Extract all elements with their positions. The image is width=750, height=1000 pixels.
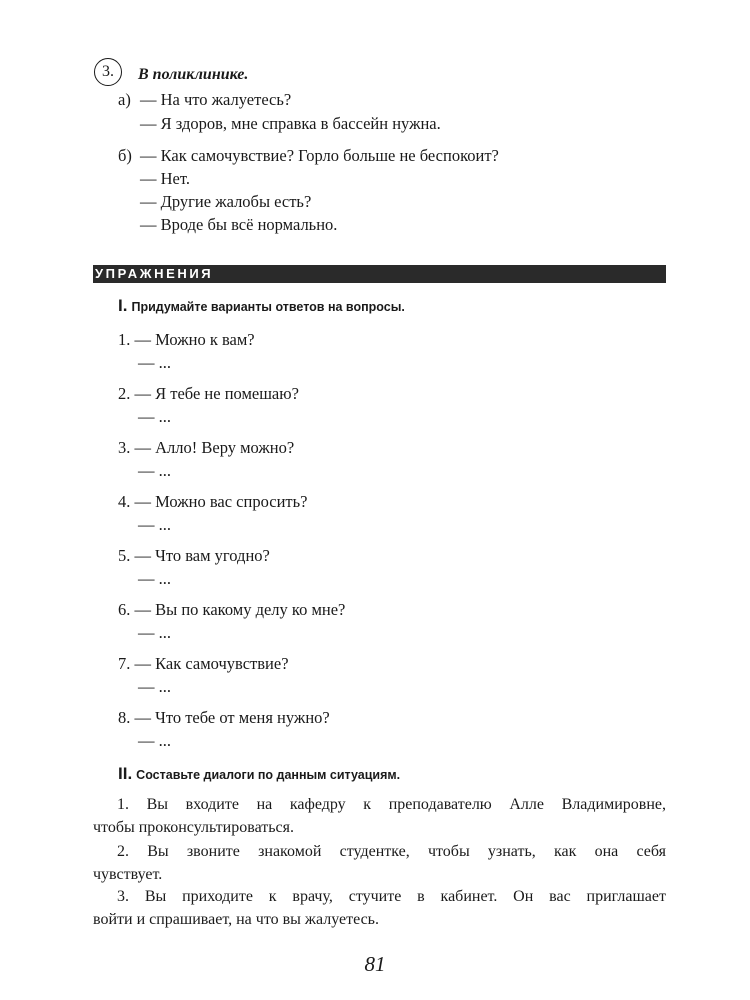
- dialogue-line: — На что жалуетесь?: [140, 90, 292, 109]
- question-line: 1. — Можно к вам?: [118, 330, 255, 349]
- page-number: 81: [364, 952, 386, 976]
- dialogue-part-marker: а): [118, 90, 131, 109]
- dialogue-line: — Я здоров, мне справка в бассейн нужна.: [140, 114, 441, 133]
- dialogue-line: — Как самочувствие? Горло больше не беспокоит?: [140, 146, 499, 165]
- question-line: 3. — Алло! Веру можно?: [118, 438, 295, 457]
- situation-line: 2. Вы звоните знакомой студентке, чтобы узнать, как она себя: [117, 843, 666, 860]
- question-line: 2. — Я тебе не помешаю?: [118, 384, 299, 403]
- exercise-instruction: Составьте диалоги по данным ситуациям.: [136, 768, 401, 782]
- dialogue-number: 3.: [94, 58, 122, 86]
- situation-line: чтобы проконсультироваться.: [93, 819, 294, 836]
- exercise-heading: [118, 764, 400, 784]
- dialogue-part-marker: б): [118, 146, 132, 165]
- question-line: 4. — Можно вас спросить?: [118, 492, 308, 511]
- question-line: 8. — Что тебе от меня нужно?: [118, 708, 330, 727]
- section-banner-label: УПРАЖНЕНИЯ: [95, 266, 214, 281]
- answer-placeholder: — ...: [138, 677, 171, 696]
- exercise-number: II.: [118, 764, 133, 783]
- exercise-number: I.: [118, 296, 128, 315]
- answer-placeholder: — ...: [138, 569, 171, 588]
- question-line: 6. — Вы по какому делу ко мне?: [118, 600, 346, 619]
- exercise-heading: [118, 296, 405, 316]
- dialogue-line: — Другие жалобы есть?: [140, 192, 312, 211]
- situation-line: 1. Вы входите на кафедру к преподавателю Алле Владимировне,: [117, 796, 666, 813]
- answer-placeholder: — ...: [138, 623, 171, 642]
- answer-placeholder: — ...: [138, 407, 171, 426]
- dialogue-title: В поликлинике.: [138, 66, 249, 83]
- dialogue-line: — Нет.: [140, 169, 190, 188]
- answer-placeholder: — ...: [138, 731, 171, 750]
- answer-placeholder: — ...: [138, 353, 171, 372]
- question-line: 5. — Что вам угодно?: [118, 546, 270, 565]
- exercise-instruction: Придумайте варианты ответов на вопросы.: [131, 300, 405, 314]
- situation-line: войти и спрашивает, на что вы жалуетесь.: [93, 911, 379, 928]
- situation-line: 3. Вы приходите к врачу, стучите в кабинет. Он вас приглашает: [117, 888, 666, 905]
- question-line: 7. — Как самочувствие?: [118, 654, 289, 673]
- situation-line: чувствует.: [93, 866, 163, 883]
- section-banner: [93, 265, 666, 283]
- dialogue-line: — Вроде бы всё нормально.: [140, 215, 338, 234]
- answer-placeholder: — ...: [138, 515, 171, 534]
- answer-placeholder: — ...: [138, 461, 171, 480]
